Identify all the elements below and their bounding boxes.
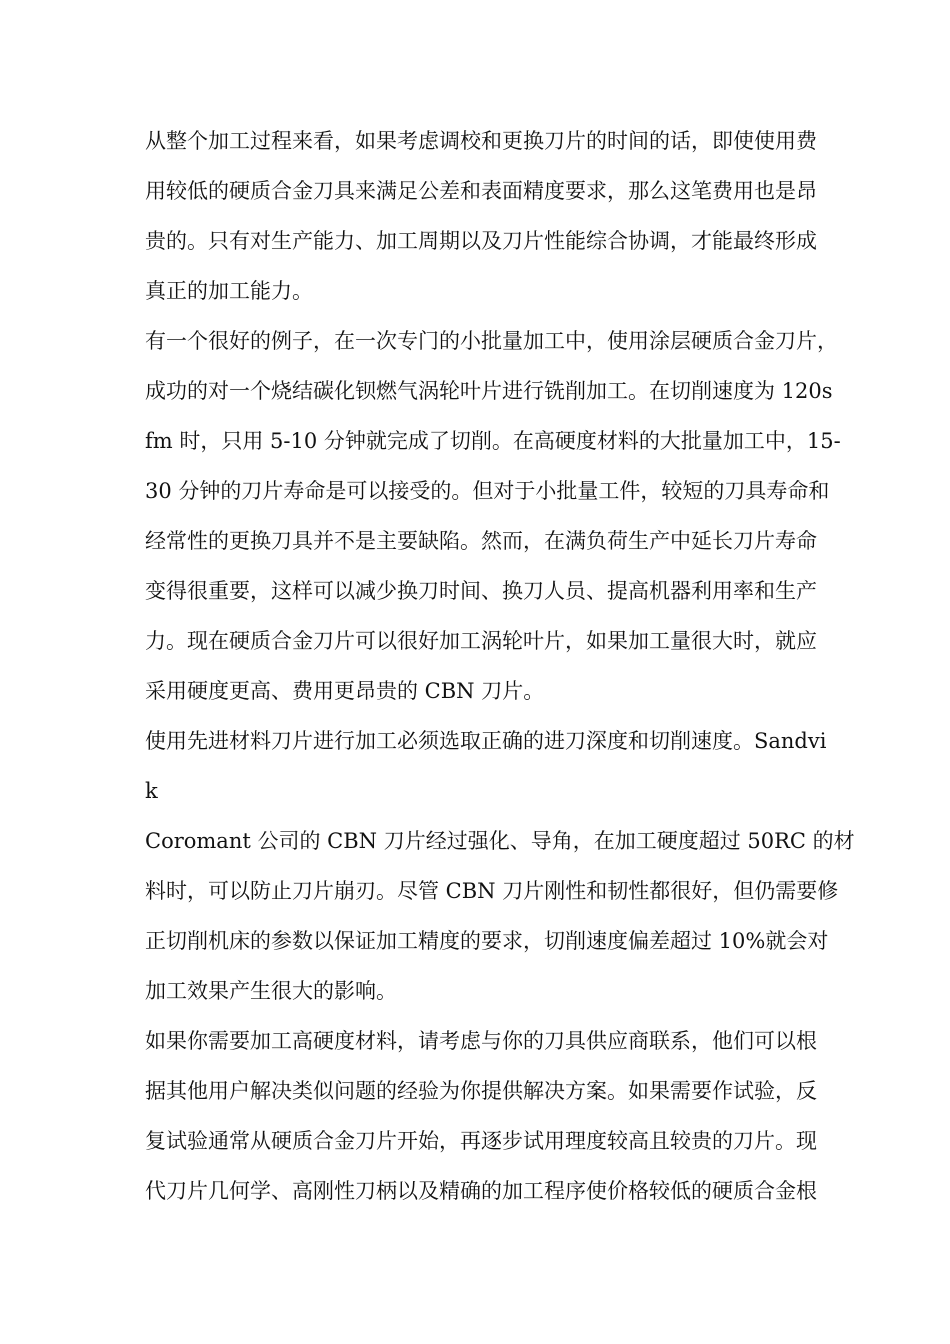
text-line: 有一个很好的例子，在一次专门的小批量加工中，使用涂层硬质合金刀片， [145,329,838,353]
text-line: 使用先进材料刀片进行加工必须选取正确的进刀深度和切削速度。Sandvi [145,729,827,753]
text-line: 贵的。只有对生产能力、加工周期以及刀片性能综合协调，才能最终形成 [145,229,817,253]
text-line: k [145,779,158,803]
text-line: 代刀片几何学、高刚性刀柄以及精确的加工程序使价格较低的硬质合金根 [145,1179,817,1203]
text-line: 经常性的更换刀具并不是主要缺陷。然而，在满负荷生产中延长刀片寿命 [145,529,817,553]
text-line: 变得很重要，这样可以减少换刀时间、换刀人员、提高机器利用率和生产 [145,579,817,603]
text-line: 正切削机床的参数以保证加工精度的要求，切削速度偏差超过 10%就会对 [145,929,829,953]
text-line: 用较低的硬质合金刀具来满足公差和表面精度要求，那么这笔费用也是昂 [145,179,817,203]
text-line: 真正的加工能力。 [145,279,313,303]
text-line: 复试验通常从硬质合金刀片开始，再逐步试用理度较高且较贵的刀片。现 [145,1129,817,1153]
text-line: 如果你需要加工高硬度材料，请考虑与你的刀具供应商联系，他们可以根 [145,1029,817,1053]
text-line: 从整个加工过程来看，如果考虑调校和更换刀片的时间的话，即使使用费 [145,129,817,153]
text-line: 采用硬度更高、费用更昂贵的 CBN 刀片。 [145,679,545,703]
document-body [145,116,865,1216]
text-line: 30 分钟的刀片寿命是可以接受的。但对于小批量工件，较短的刀具寿命和 [145,479,830,503]
text-line: 料时，可以防止刀片崩刃。尽管 CBN 刀片刚性和韧性都很好，但仍需要修 [145,879,839,903]
text-line: 加工效果产生很大的影响。 [145,979,397,1003]
text-line: 成功的对一个烧结碳化钡燃气涡轮叶片进行铣削加工。在切削速度为 120s [145,379,833,403]
text-line: 力。现在硬质合金刀片可以很好加工涡轮叶片，如果加工量很大时，就应 [145,629,817,653]
text-line: fm 时，只用 5-10 分钟就完成了切削。在高硬度材料的大批量加工中，15- [145,429,841,453]
text-line: 据其他用户解决类似问题的经验为你提供解决方案。如果需要作试验，反 [145,1079,817,1103]
text-line: Coromant 公司的 CBN 刀片经过强化、导角，在加工硬度超过 50RC 的材 [145,829,855,853]
